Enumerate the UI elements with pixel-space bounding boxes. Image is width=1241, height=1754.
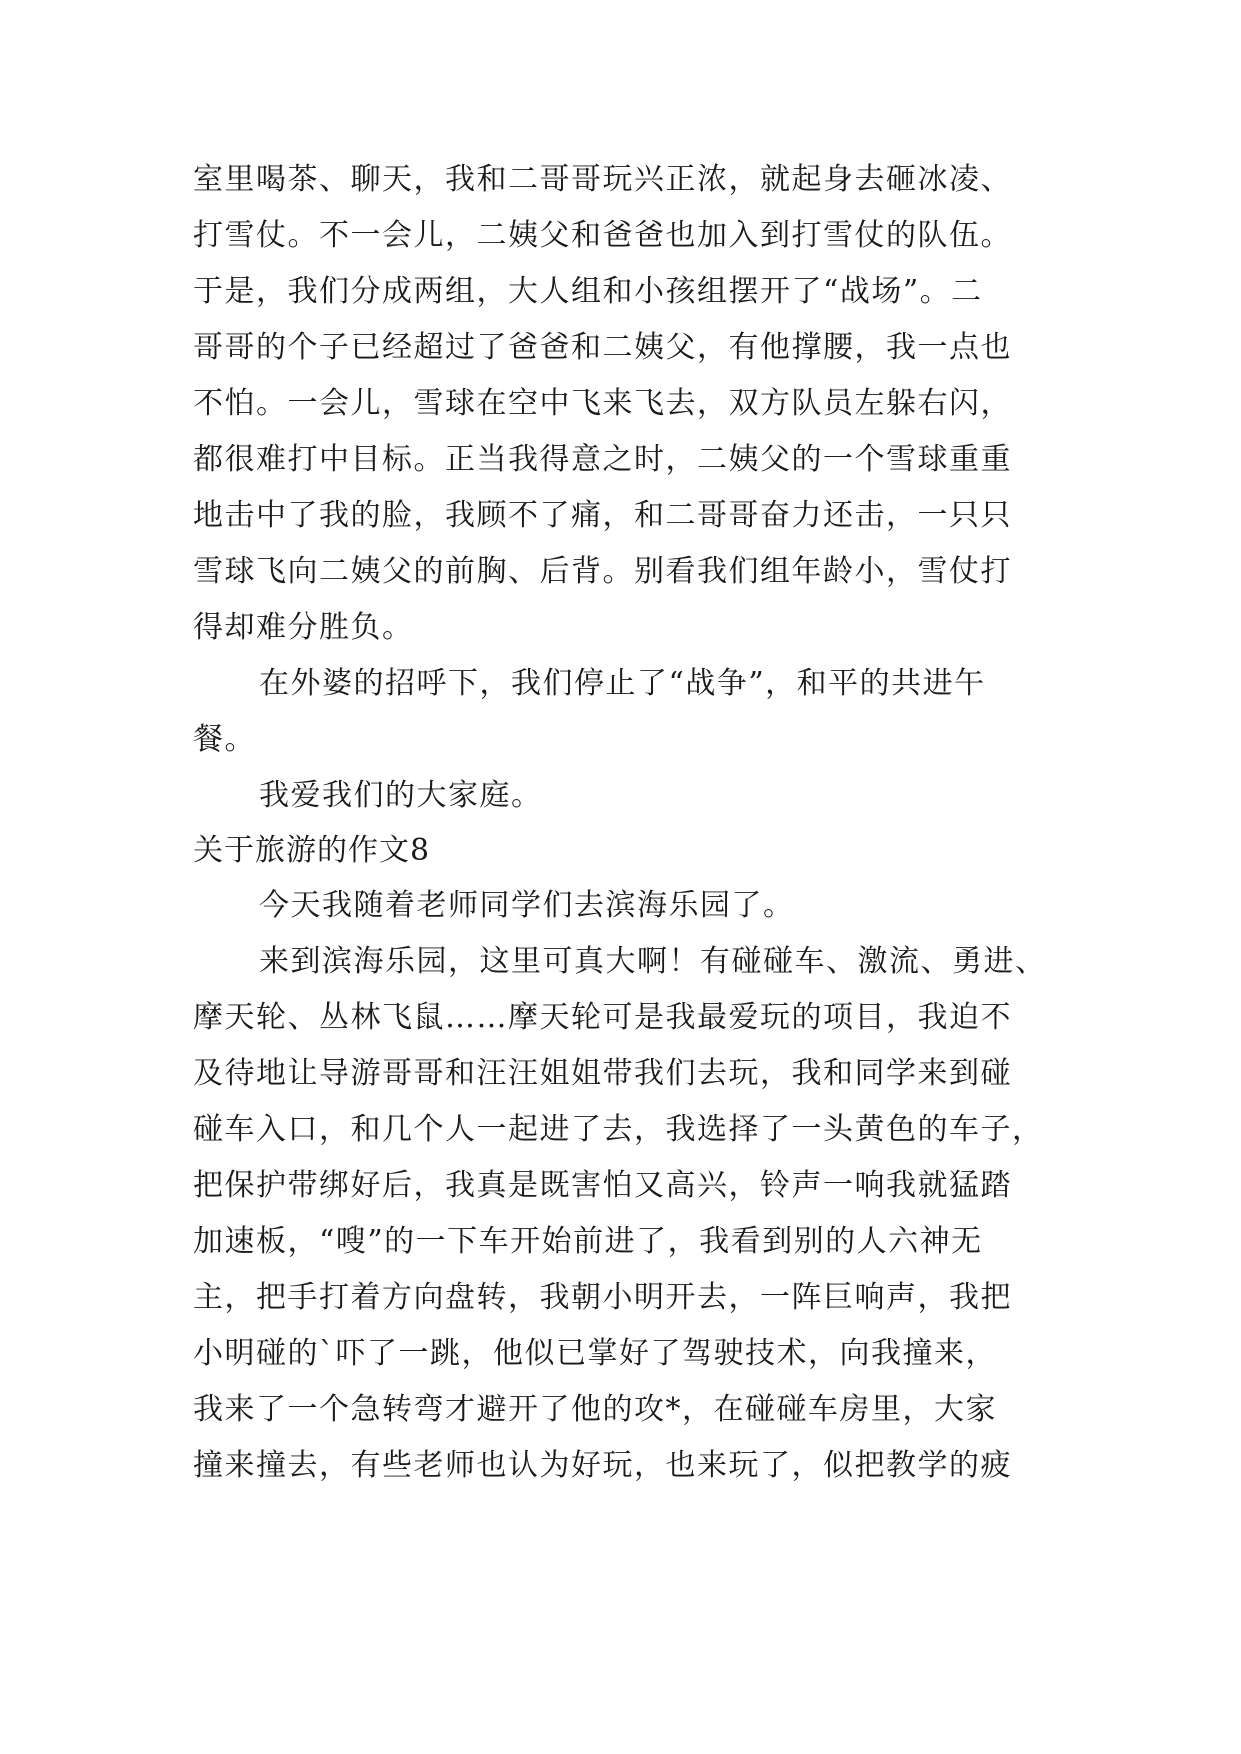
text-line: 雪球飞向二姨父的前胸、后背。别看我们组年龄小，雪仗打 [193, 554, 1012, 589]
paragraph-first-line: 来到滨海乐园，这里可真大啊！有碰碰车、激流、勇进、 [259, 944, 1047, 979]
text-line: 及待地让导游哥哥和汪汪姐姐带我们去玩，我和同学来到碰 [193, 1056, 1012, 1091]
text-line: 地击中了我的脸，我顾不了痛，和二哥哥奋力还击，一只只 [193, 498, 1012, 533]
text-line: 得却难分胜负。 [193, 610, 414, 645]
text-line: 加速板，“嗖”的一下车开始前进了，我看到别的人六神无 [193, 1224, 983, 1259]
text-line: 把保护带绑好后，我真是既害怕又高兴，铃声一响我就猛踏 [193, 1168, 1012, 1203]
text-line: 撞来撞去，有些老师也认为好玩，也来玩了，似把教学的疲 [193, 1448, 1012, 1483]
text-line: 哥哥的个子已经超过了爸爸和二姨父，有他撑腰，我一点也 [193, 330, 1012, 365]
body-text [193, 152, 1093, 1494]
text-line: 于是，我们分成两组，大人组和小孩组摆开了“战场”。二 [193, 274, 983, 309]
text-line: 我来了一个急转弯才避开了他的攻*，在碰碰车房里，大家 [193, 1392, 997, 1427]
text-line: 餐。 [193, 722, 256, 757]
text-line: 室里喝茶、聊天，我和二哥哥玩兴正浓，就起身去砸冰凌、 [193, 162, 1012, 197]
text-line: 都很难打中目标。正当我得意之时，二姨父的一个雪球重重 [193, 442, 1012, 477]
text-line: 小明碰的`吓了一跳，他似已掌好了驾驶技术，向我撞来， [193, 1336, 997, 1371]
text-line: 摩天轮、丛林飞鼠……摩天轮可是我最爱玩的项目，我迫不 [193, 1000, 1012, 1035]
text-line: 不怕。一会儿，雪球在空中飞来飞去，双方队员左躲右闪， [193, 386, 1012, 421]
paragraph-first-line: 我爱我们的大家庭。 [259, 778, 543, 813]
section-heading: 关于旅游的作文8 [193, 833, 431, 868]
text-line: 打雪仗。不一会儿，二姨父和爸爸也加入到打雪仗的队伍。 [193, 218, 1012, 253]
text-line: 主，把手打着方向盘转，我朝小明开去，一阵巨响声，我把 [193, 1280, 1012, 1315]
text-line: 碰车入口，和几个人一起进了去，我选择了一头黄色的车子， [193, 1112, 1044, 1147]
paragraph-first-line: 在外婆的招呼下，我们停止了“战争”，和平的共进午 [259, 666, 986, 701]
paragraph-first-line: 今天我随着老师同学们去滨海乐园了。 [259, 888, 795, 923]
